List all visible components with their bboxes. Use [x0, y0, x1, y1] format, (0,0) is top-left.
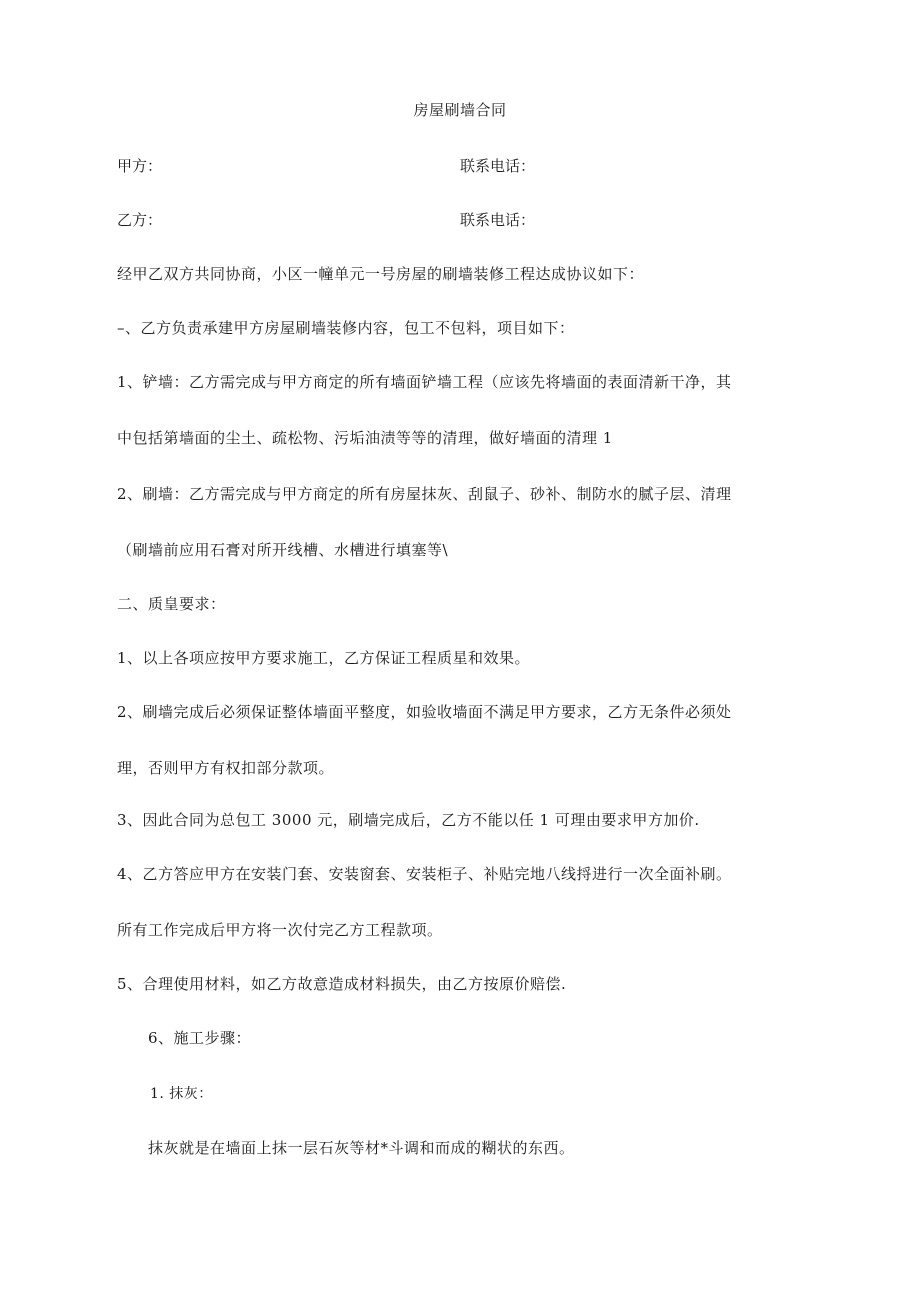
requirement-4-line2: 所有工作完成后甲方将一次付完乙方工程款项。 [117, 921, 443, 939]
party-a-phone-label: 联系电话： [460, 157, 536, 175]
section1-heading: –、乙方负责承建甲方房屋刷墙装修内容，包工不包料，项目如下： [117, 319, 575, 337]
item2-line1: 2、刷墙：乙方需完成与甲方商定的所有房屋抹灰、刮鼠子、砂补、制防水的腻子层、清理 [117, 485, 732, 503]
item1-line2: 中包括第墙面的尘土、疏松物、污垢油渍等等的清理，做好墙面的清理 1 [117, 429, 613, 447]
party-b-row [0, 210, 920, 230]
contract-title: 房屋刷墙合同 [413, 101, 507, 119]
requirement-4-line1: 4、乙方答应甲方在安装门套、安装窗套、安装柜子、补贴完地八线捋进行一次全面补刷。 [117, 865, 732, 883]
party-b-label: 乙方： [117, 211, 163, 229]
party-b-phone-label: 联系电话： [460, 211, 536, 229]
requirement-2-line2: 理，否则甲方有权扣部分款项。 [117, 759, 335, 777]
requirement-5: 5、合理使用材料，如乙方故意造成材料损失，由乙方按原价赔偿. [117, 975, 567, 993]
party-a-row [0, 156, 920, 176]
item1-line1: 1、铲墙：乙方需完成与甲方商定的所有墙面铲墙工程（应该先将墙面的表面清新干净，其 [117, 373, 732, 391]
requirement-3: 3、因此合同为总包工 3000 元，刷墙完成后，乙方不能以任 1 可理由要求甲方加价. [117, 811, 700, 829]
party-a-label: 甲方： [117, 157, 163, 175]
section2-heading: 二、质皇要求： [117, 595, 226, 613]
requirement-2-line1: 2、刷墙完成后必须保证整体墙面平整度，如验收墙面不满足甲方要求，乙方无条件必须处 [117, 703, 732, 721]
requirement-1: 1、以上各项应按甲方要求施工，乙方保证工程质星和效果。 [117, 649, 531, 667]
item2-line2: （刷墙前应用石膏对所开线槽、水槽进行填塞等\ [117, 541, 449, 559]
step1-description: 抹灰就是在墙面上抹一层石灰等材*斗调和而成的糊状的东西。 [148, 1139, 575, 1157]
step1-heading: 1. 抹灰： [150, 1086, 213, 1102]
intro-paragraph: 经甲乙双方共同协商，小区一幢单元一号房屋的刷墙装修工程达成协议如下： [117, 265, 645, 283]
requirement-6: 6、施工步骤： [148, 1029, 252, 1047]
